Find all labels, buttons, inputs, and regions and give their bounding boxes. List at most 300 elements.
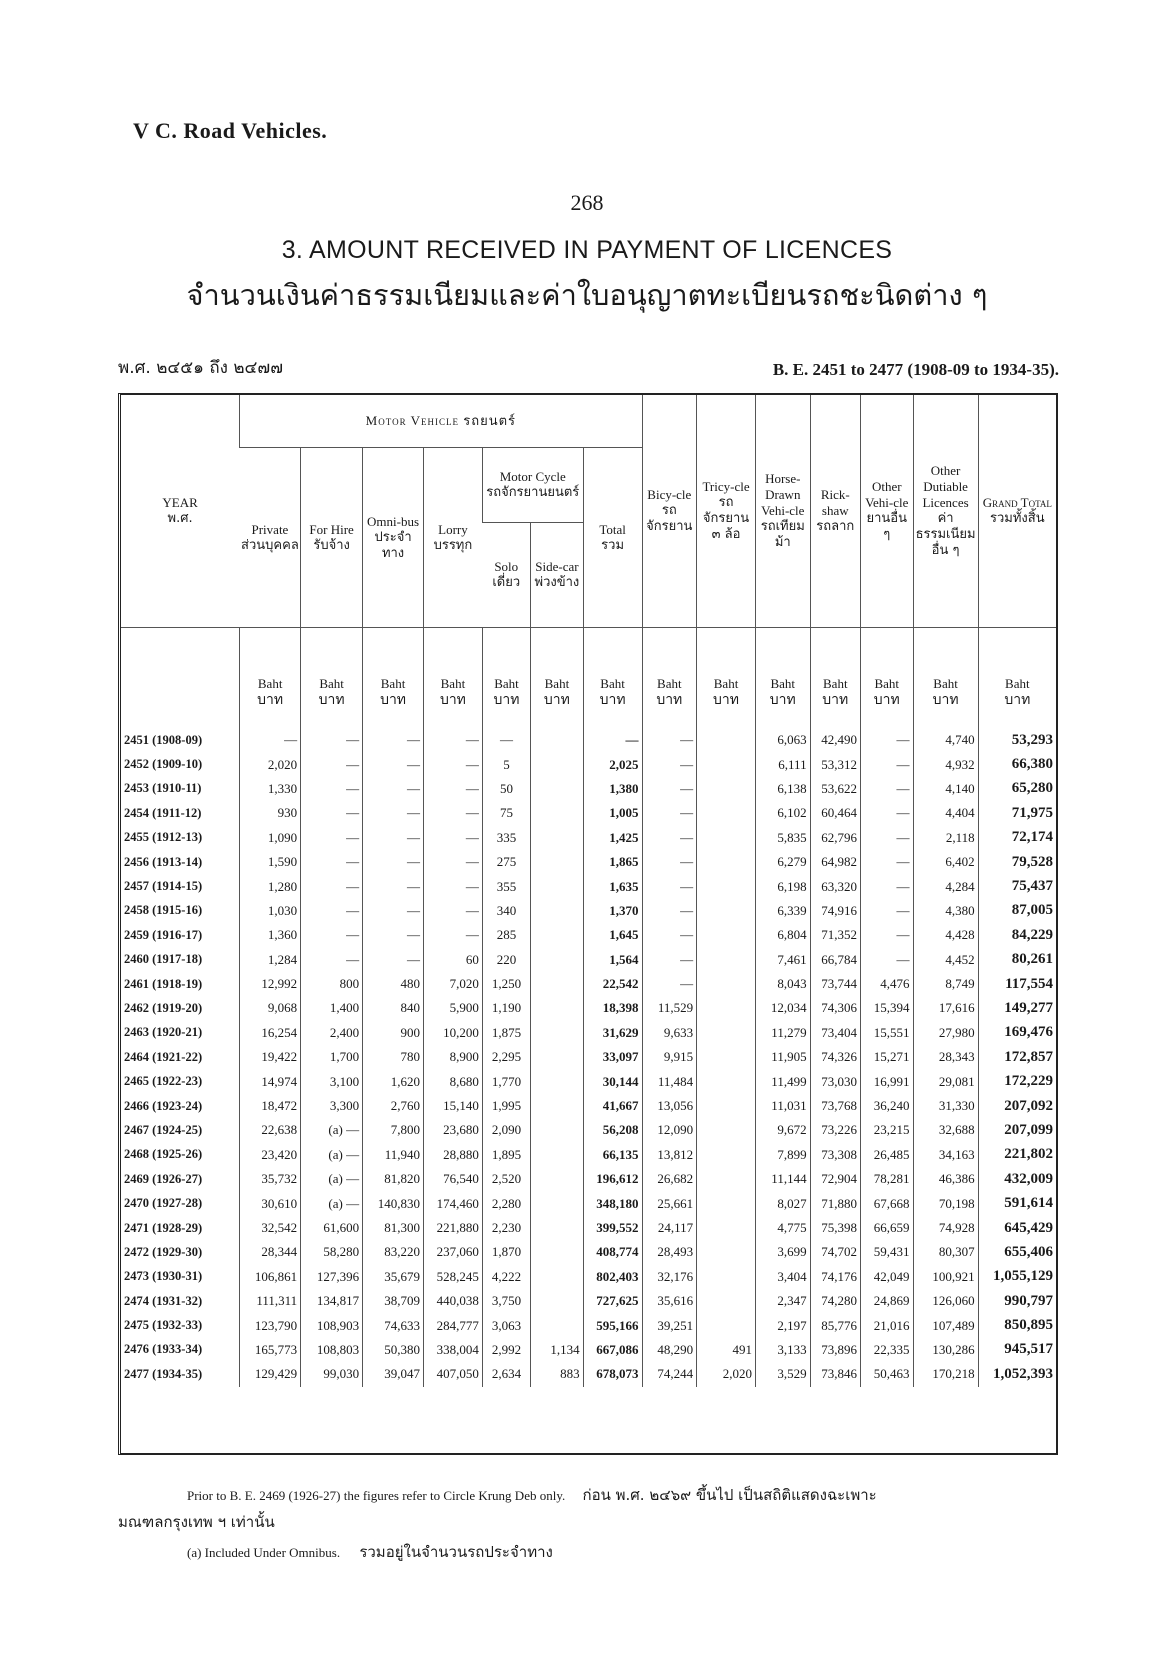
- cell-grand: 645,429: [978, 1216, 1056, 1240]
- cell-total: 348,180: [583, 1191, 642, 1215]
- table-row: [121, 752, 1056, 776]
- cell-total: 408,774: [583, 1240, 642, 1264]
- cell-lorry: 338,004: [424, 1338, 483, 1362]
- cell-bicycle: 24,117: [642, 1216, 697, 1240]
- cell-rickshaw: 66,784: [810, 948, 860, 972]
- cell-total: 30,144: [583, 1069, 642, 1093]
- cell-rickshaw: 63,320: [810, 874, 860, 898]
- cell-solo: 75: [482, 801, 530, 825]
- cell-tricycle: [697, 1021, 756, 1045]
- header-other-vehicle-en: Other Vehi-cle: [865, 479, 909, 510]
- table-row: [121, 1191, 1056, 1215]
- cell-sidecar: [531, 1216, 584, 1240]
- table-row: [121, 1118, 1056, 1142]
- cell-bicycle: —: [642, 722, 697, 752]
- cell-bicycle: 11,484: [642, 1069, 697, 1093]
- cell-tricycle: [697, 826, 756, 850]
- cell-tricycle: [697, 1240, 756, 1264]
- cell-horse: 6,198: [755, 874, 810, 898]
- cell-private: 129,429: [240, 1362, 301, 1386]
- cell-tricycle: [697, 1191, 756, 1215]
- cell-bicycle: 25,661: [642, 1191, 697, 1215]
- cell-solo: 2,230: [482, 1216, 530, 1240]
- cell-grand: 87,005: [978, 899, 1056, 923]
- unit-label: [424, 628, 483, 723]
- header-motor-cycle-th: รถจักรยานยนตร์: [486, 485, 580, 500]
- cell-dutiable: 4,740: [913, 722, 978, 752]
- unit-baht-th: บาท: [822, 692, 849, 708]
- cell-bicycle: 28,493: [642, 1240, 697, 1264]
- unit-label: [642, 628, 697, 723]
- cell-total: 1,564: [583, 948, 642, 972]
- cell-tricycle: [697, 1167, 756, 1191]
- cell-grand: 65,280: [978, 777, 1056, 801]
- cell-hire: —: [301, 899, 363, 923]
- cell-omnibus: —: [363, 899, 424, 923]
- footnote2-en: (a) Included Under Omnibus.: [187, 1545, 341, 1560]
- cell-omnibus: 7,800: [363, 1118, 424, 1142]
- cell-year: 2455 (1912-13): [124, 830, 203, 845]
- cell-lorry: —: [424, 752, 483, 776]
- cell-tricycle: [697, 1143, 756, 1167]
- cell-bicycle: —: [642, 826, 697, 850]
- cell-dutiable: 4,452: [913, 948, 978, 972]
- cell-horse: 7,899: [755, 1143, 810, 1167]
- cell-tricycle: [697, 1045, 756, 1069]
- cell-horse: 3,404: [755, 1265, 810, 1289]
- cell-tricycle: [697, 899, 756, 923]
- cell-dutiable: 6,402: [913, 850, 978, 874]
- unit-baht-th: บาท: [439, 692, 466, 708]
- table-row: [121, 899, 1056, 923]
- cell-horse: 6,138: [755, 777, 810, 801]
- cell-sidecar: [531, 1045, 584, 1069]
- cell-private: 165,773: [240, 1338, 301, 1362]
- cell-other: 26,485: [861, 1143, 914, 1167]
- header-solo: [482, 523, 530, 628]
- unit-baht-en: Baht: [600, 676, 625, 691]
- cell-lorry: 15,140: [424, 1094, 483, 1118]
- cell-solo: 2,295: [482, 1045, 530, 1069]
- header-omnibus: [363, 448, 424, 628]
- cell-other: —: [861, 874, 914, 898]
- cell-hire: —: [301, 752, 363, 776]
- page-number: 268: [570, 190, 604, 215]
- cell-dutiable: 46,386: [913, 1167, 978, 1191]
- cell-tricycle: [697, 948, 756, 972]
- unit-label: [583, 628, 642, 723]
- cell-grand: 53,293: [978, 722, 1056, 752]
- unit-label: [861, 628, 914, 723]
- header-total-en: Total: [599, 521, 626, 537]
- cell-rickshaw: 73,846: [810, 1362, 860, 1386]
- cell-total: 2,025: [583, 752, 642, 776]
- header-other-dutiable-en: Other Dutiable Licences: [922, 463, 969, 510]
- cell-solo: —: [482, 722, 530, 752]
- cell-private: 2,020: [240, 752, 301, 776]
- unit-baht-th: บาท: [543, 692, 570, 708]
- cell-sidecar: [531, 923, 584, 947]
- cell-omnibus: —: [363, 923, 424, 947]
- table-row: [121, 1069, 1056, 1093]
- cell-horse: 3,133: [755, 1338, 810, 1362]
- cell-hire: —: [301, 923, 363, 947]
- cell-other: 22,335: [861, 1338, 914, 1362]
- cell-year: 2452 (1909-10): [124, 757, 203, 772]
- cell-other: 42,049: [861, 1265, 914, 1289]
- cell-bicycle: 13,812: [642, 1143, 697, 1167]
- cell-tricycle: [697, 1094, 756, 1118]
- cell-other: 59,431: [861, 1240, 914, 1264]
- table-row: [121, 777, 1056, 801]
- cell-sidecar: [531, 899, 584, 923]
- unit-baht-en: Baht: [440, 676, 466, 691]
- cell-dutiable: 80,307: [913, 1240, 978, 1264]
- cell-rickshaw: 72,904: [810, 1167, 860, 1191]
- cell-sidecar: [531, 1021, 584, 1045]
- cell-sidecar: [531, 948, 584, 972]
- cell-tricycle: 2,020: [697, 1362, 756, 1386]
- cell-rickshaw: 85,776: [810, 1313, 860, 1337]
- cell-private: 106,861: [240, 1265, 301, 1289]
- unit-label: [531, 628, 584, 723]
- cell-private: 14,974: [240, 1069, 301, 1093]
- cell-omnibus: 35,679: [363, 1265, 424, 1289]
- cell-dutiable: 31,330: [913, 1094, 978, 1118]
- cell-bicycle: —: [642, 777, 697, 801]
- header-tricycle-en: Tricy-cle: [702, 479, 750, 494]
- section-heading: V C. Road Vehicles.: [133, 118, 328, 143]
- cell-tricycle: [697, 1313, 756, 1337]
- cell-bicycle: —: [642, 923, 697, 947]
- cell-sidecar: [531, 850, 584, 874]
- cell-hire: 61,600: [301, 1216, 363, 1240]
- table-row: [121, 972, 1056, 996]
- footnote1-th: ก่อน พ.ศ. ๒๔๖๙ ขึ้นไป เป็นสถิติแสดงฉะเพาะ: [582, 1486, 877, 1504]
- cell-total: 41,667: [583, 1094, 642, 1118]
- cell-sidecar: [531, 1143, 584, 1167]
- header-other-vehicle: [861, 395, 914, 628]
- cell-horse: 5,835: [755, 826, 810, 850]
- cell-horse: 7,461: [755, 948, 810, 972]
- cell-bicycle: 12,090: [642, 1118, 697, 1142]
- cell-sidecar: [531, 1167, 584, 1191]
- table-row: [121, 826, 1056, 850]
- cell-total: 1,425: [583, 826, 642, 850]
- table-row: [121, 1021, 1056, 1045]
- cell-grand: 71,975: [978, 801, 1056, 825]
- cell-horse: 11,031: [755, 1094, 810, 1118]
- cell-omnibus: —: [363, 850, 424, 874]
- cell-sidecar: [531, 874, 584, 898]
- header-grand-total-th: รวมทั้งสิ้น: [990, 511, 1045, 526]
- cell-solo: 275: [482, 850, 530, 874]
- cell-sidecar: [531, 1313, 584, 1337]
- header-private: [240, 448, 301, 628]
- header-other-vehicle-th: ยานอื่น ๆ: [866, 511, 907, 542]
- cell-other: —: [861, 722, 914, 752]
- cell-year: 2464 (1921-22): [124, 1049, 203, 1064]
- cell-hire: 1,700: [301, 1045, 363, 1069]
- cell-solo: 2,280: [482, 1191, 530, 1215]
- header-total: [583, 448, 642, 628]
- cell-dutiable: 4,932: [913, 752, 978, 776]
- header-lorry: [424, 448, 483, 628]
- cell-grand: 75,437: [978, 874, 1056, 898]
- cell-lorry: —: [424, 826, 483, 850]
- cell-solo: 3,750: [482, 1289, 530, 1313]
- cell-grand: 172,857: [978, 1045, 1056, 1069]
- cell-bicycle: 9,633: [642, 1021, 697, 1045]
- cell-dutiable: 2,118: [913, 826, 978, 850]
- cell-lorry: 5,900: [424, 996, 483, 1020]
- cell-year: 2472 (1929-30): [124, 1244, 203, 1259]
- header-for-hire-en: For Hire: [309, 521, 354, 537]
- cell-rickshaw: 64,982: [810, 850, 860, 874]
- cell-grand: 945,517: [978, 1338, 1056, 1362]
- cell-solo: 335: [482, 826, 530, 850]
- unit-baht-th: บาท: [493, 692, 520, 708]
- header-omnibus-en: Omni-bus: [367, 513, 420, 529]
- cell-rickshaw: 73,404: [810, 1021, 860, 1045]
- header-lorry-th: บรรทุก: [433, 537, 473, 553]
- header-solo-en: Solo: [494, 559, 519, 574]
- cell-hire: —: [301, 826, 363, 850]
- cell-solo: 3,063: [482, 1313, 530, 1337]
- cell-dutiable: 4,404: [913, 801, 978, 825]
- cell-rickshaw: 75,398: [810, 1216, 860, 1240]
- cell-total: 18,398: [583, 996, 642, 1020]
- cell-horse: 6,063: [755, 722, 810, 752]
- header-year-th: พ.ศ.: [167, 511, 193, 526]
- cell-bicycle: 32,176: [642, 1265, 697, 1289]
- table-body: [121, 722, 1056, 1387]
- header-year-en: YEAR: [162, 495, 198, 510]
- cell-total: 196,612: [583, 1167, 642, 1191]
- cell-horse: 8,027: [755, 1191, 810, 1215]
- cell-solo: 2,090: [482, 1118, 530, 1142]
- cell-grand: 117,554: [978, 972, 1056, 996]
- cell-year: 2471 (1928-29): [124, 1220, 203, 1235]
- cell-solo: 50: [482, 777, 530, 801]
- unit-year-blank: [121, 628, 240, 723]
- cell-dutiable: 130,286: [913, 1338, 978, 1362]
- cell-private: 18,472: [240, 1094, 301, 1118]
- cell-solo: 1,895: [482, 1143, 530, 1167]
- cell-hire: 2,400: [301, 1021, 363, 1045]
- cell-solo: 355: [482, 874, 530, 898]
- cell-year: 2475 (1932-33): [124, 1318, 203, 1333]
- cell-grand: 591,614: [978, 1191, 1056, 1215]
- table-row: [121, 1240, 1056, 1264]
- unit-label: [810, 628, 860, 723]
- cell-hire: (a) —: [301, 1143, 363, 1167]
- cell-private: 12,992: [240, 972, 301, 996]
- cell-hire: (a) —: [301, 1167, 363, 1191]
- cell-solo: 1,190: [482, 996, 530, 1020]
- cell-dutiable: 126,060: [913, 1289, 978, 1313]
- cell-solo: 220: [482, 948, 530, 972]
- header-horse-drawn: [755, 395, 810, 628]
- cell-bicycle: —: [642, 899, 697, 923]
- cell-omnibus: 480: [363, 972, 424, 996]
- cell-other: —: [861, 850, 914, 874]
- cell-dutiable: 170,218: [913, 1362, 978, 1386]
- cell-solo: 5: [482, 752, 530, 776]
- cell-omnibus: 2,760: [363, 1094, 424, 1118]
- cell-total: 31,629: [583, 1021, 642, 1045]
- cell-omnibus: —: [363, 826, 424, 850]
- cell-bicycle: 13,056: [642, 1094, 697, 1118]
- cell-sidecar: [531, 1094, 584, 1118]
- cell-solo: 2,634: [482, 1362, 530, 1386]
- cell-solo: 285: [482, 923, 530, 947]
- cell-bicycle: —: [642, 850, 697, 874]
- cell-grand: 655,406: [978, 1240, 1056, 1264]
- cell-hire: —: [301, 777, 363, 801]
- unit-label: [755, 628, 810, 723]
- cell-omnibus: —: [363, 948, 424, 972]
- cell-solo: 1,250: [482, 972, 530, 996]
- cell-other: 67,668: [861, 1191, 914, 1215]
- cell-private: 30,610: [240, 1191, 301, 1215]
- header-grand-total-en: Grand Total: [982, 495, 1052, 510]
- cell-solo: 340: [482, 899, 530, 923]
- cell-rickshaw: 71,352: [810, 923, 860, 947]
- cell-omnibus: —: [363, 801, 424, 825]
- cell-other: 36,240: [861, 1094, 914, 1118]
- cell-bicycle: 35,616: [642, 1289, 697, 1313]
- cell-horse: 3,529: [755, 1362, 810, 1386]
- cell-private: 1,280: [240, 874, 301, 898]
- cell-sidecar: [531, 972, 584, 996]
- cell-private: 1,330: [240, 777, 301, 801]
- cell-horse: 6,339: [755, 899, 810, 923]
- cell-bicycle: 74,244: [642, 1362, 697, 1386]
- cell-rickshaw: 74,280: [810, 1289, 860, 1313]
- unit-label: [240, 628, 301, 723]
- cell-lorry: 528,245: [424, 1265, 483, 1289]
- cell-hire: 1,400: [301, 996, 363, 1020]
- cell-total: 1,380: [583, 777, 642, 801]
- cell-lorry: 237,060: [424, 1240, 483, 1264]
- unit-baht-en: Baht: [713, 676, 739, 691]
- cell-lorry: 8,680: [424, 1069, 483, 1093]
- unit-baht-th: บาท: [599, 692, 626, 708]
- unit-baht-en: Baht: [1005, 676, 1030, 691]
- header-bicycle: [642, 395, 697, 628]
- cell-dutiable: 29,081: [913, 1069, 978, 1093]
- cell-solo: 1,995: [482, 1094, 530, 1118]
- cell-horse: 6,111: [755, 752, 810, 776]
- header-motor-cycle: [482, 448, 583, 523]
- cell-hire: 3,100: [301, 1069, 363, 1093]
- table-row: [121, 801, 1056, 825]
- cell-rickshaw: 73,226: [810, 1118, 860, 1142]
- cell-grand: 432,009: [978, 1167, 1056, 1191]
- cell-total: 1,370: [583, 899, 642, 923]
- cell-horse: 3,699: [755, 1240, 810, 1264]
- cell-omnibus: 900: [363, 1021, 424, 1045]
- cell-tricycle: [697, 850, 756, 874]
- cell-lorry: 7,020: [424, 972, 483, 996]
- cell-omnibus: 74,633: [363, 1313, 424, 1337]
- cell-year: 2468 (1925-26): [124, 1147, 203, 1162]
- cell-hire: 99,030: [301, 1362, 363, 1386]
- cell-private: 1,284: [240, 948, 301, 972]
- table-row: [121, 1143, 1056, 1167]
- cell-bicycle: —: [642, 948, 697, 972]
- cell-rickshaw: 73,768: [810, 1094, 860, 1118]
- unit-baht-en: Baht: [494, 676, 519, 691]
- cell-other: —: [861, 948, 914, 972]
- cell-lorry: —: [424, 801, 483, 825]
- cell-solo: 1,870: [482, 1240, 530, 1264]
- cell-omnibus: 140,830: [363, 1191, 424, 1215]
- cell-year: 2462 (1919-20): [124, 1000, 203, 1015]
- header-private-th: ส่วนบุคคล: [241, 537, 299, 553]
- title-thai: จำนวนเงินค่าธรรมเนียมและค่าใบอนุญาตทะเบียนรถชะนิดต่าง ๆ: [186, 278, 988, 312]
- cell-hire: 58,280: [301, 1240, 363, 1264]
- cell-dutiable: 17,616: [913, 996, 978, 1020]
- cell-hire: —: [301, 722, 363, 752]
- cell-year: 2451 (1908-09): [124, 732, 203, 747]
- footnote-omnibus: [187, 1540, 553, 1564]
- cell-year: 2467 (1924-25): [124, 1122, 203, 1137]
- unit-baht-th: บาท: [656, 692, 683, 708]
- cell-grand: 149,277: [978, 996, 1056, 1020]
- cell-sidecar: [531, 1265, 584, 1289]
- cell-lorry: 284,777: [424, 1313, 483, 1337]
- cell-omnibus: 39,047: [363, 1362, 424, 1386]
- cell-lorry: 174,460: [424, 1191, 483, 1215]
- cell-dutiable: 74,928: [913, 1216, 978, 1240]
- unit-label: [301, 628, 363, 723]
- header-sidecar-en: Side-car: [535, 559, 579, 574]
- cell-omnibus: 50,380: [363, 1338, 424, 1362]
- cell-bicycle: —: [642, 874, 697, 898]
- cell-rickshaw: 42,490: [810, 722, 860, 752]
- date-range-english: B. E. 2451 to 2477 (1908-09 to 1934-35).: [772, 360, 1059, 379]
- cell-hire: 134,817: [301, 1289, 363, 1313]
- cell-tricycle: [697, 777, 756, 801]
- cell-lorry: 10,200: [424, 1021, 483, 1045]
- cell-horse: 11,279: [755, 1021, 810, 1045]
- cell-other: 23,215: [861, 1118, 914, 1142]
- cell-private: 22,638: [240, 1118, 301, 1142]
- cell-sidecar: [531, 1069, 584, 1093]
- cell-horse: 9,672: [755, 1118, 810, 1142]
- unit-baht-th: บาท: [380, 692, 407, 708]
- cell-rickshaw: 73,744: [810, 972, 860, 996]
- header-sidecar-th: พ่วงข้าง: [534, 575, 580, 590]
- header-rickshaw-en: Rick-shaw: [820, 487, 850, 518]
- cell-private: 28,344: [240, 1240, 301, 1264]
- cell-bicycle: 9,915: [642, 1045, 697, 1069]
- title-english: 3. AMOUNT RECEIVED IN PAYMENT OF LICENCES: [281, 236, 893, 264]
- cell-dutiable: 4,140: [913, 777, 978, 801]
- cell-sidecar: [531, 1240, 584, 1264]
- header-other-dutiable-th: ค่าธรรมเนียมอื่น ๆ: [915, 511, 976, 558]
- cell-omnibus: 780: [363, 1045, 424, 1069]
- cell-rickshaw: 62,796: [810, 826, 860, 850]
- cell-omnibus: —: [363, 874, 424, 898]
- cell-grand: 169,476: [978, 1021, 1056, 1045]
- cell-total: 1,635: [583, 874, 642, 898]
- cell-rickshaw: 73,030: [810, 1069, 860, 1093]
- cell-year: 2456 (1913-14): [124, 854, 203, 869]
- cell-private: —: [240, 722, 301, 752]
